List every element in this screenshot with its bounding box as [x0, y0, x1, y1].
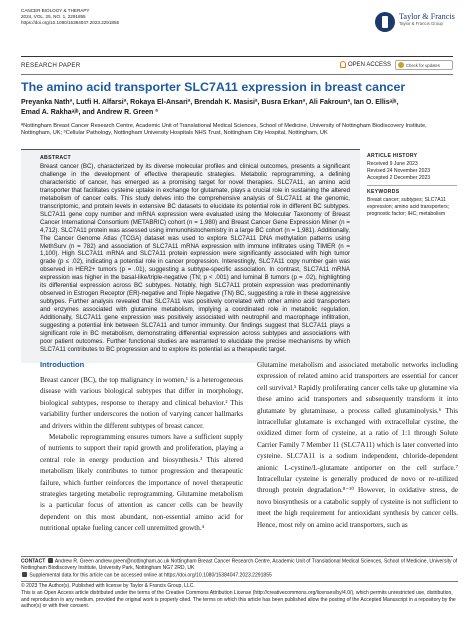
article-sidebar: [367, 153, 457, 218]
journal-info: [21, 8, 119, 27]
body-column-left: [40, 375, 243, 535]
intro-paragraph-3: Glutamine metabolism and associated metabolic networks including expression of related amino acid transporters are essential for cancer cell survival.⁵ Rapidly proliferating cancer cells take up glutamine via these amino acid transporters and subsequently transform it into glutamate by glutaminase, a process called glutaminolysis.⁶ This intracellular glutamate is exchanged with extracellular cystine, the oxidized dimer form of cysteine, at a ratio of 1:1 through Solute Carrier Family 7 Member 11 (SLC7A11) which is later converted into cysteine. SLC7A11 is a sodium independent, chloride-dependent anionic L-cystine/L-glutamate antiporter on the cell surface.⁷ Intracellular cysteine is generally produced de novo or re-utilized through protein degradation.⁸⁻¹⁰ However, in oxidative stress, de novo biosynthesis or a catabolic supply of cysteine is not sufficient to meet the high requirement for antioxidant synthesis by cancer cells. Hence, most rely on amino acid transporters, such as: [257, 361, 458, 529]
open-lock-icon: [340, 61, 346, 68]
journal-volume: 2024, VOL. 25, NO. 1, 2291855: [21, 14, 86, 20]
journal-name: CANCER BIOLOGY & THERAPY: [21, 8, 90, 13]
history-accepted: Accepted 2 December 2023: [367, 174, 431, 181]
email-icon: [48, 558, 53, 563]
authors-line-1[interactable]: Preyanka Nathª, Lutfi H. Alfarsiª, Rokaya El-Ansariª, Brendah K. Masisiª, Busra Erkanª, Ali Fakrounª, Ian O. Ellisᵃʲᵇ,: [21, 99, 399, 106]
supplemental-icon: [22, 572, 27, 577]
copyright-note: © 2023 The Author(s). Published with license by Taylor & Francis Group, LLC.: [21, 583, 195, 589]
contact-text[interactable]: Andrew R. Green andrew.green@nottingham.ac.uk Nottingham Breast Cancer Research Centre, Academic Unit of Translational Medical Sciences, School of Medicine, University of Nottingham Biodiscovery Institute, University Park, Nottingham NG7 2RD, UK: [21, 558, 458, 572]
article-title: The amino acid transporter SLC7A11 expression in breast cancer: [21, 80, 406, 94]
publisher-sub: Taylor & Francis Group: [399, 21, 443, 26]
copyright-rule: [21, 581, 458, 582]
supplemental-note: [21, 572, 458, 579]
open-access-label: OPEN ACCESS: [348, 61, 392, 68]
affiliations: ªNottingham Breast Cancer Research Centre, Academic Unit of Translational Medical Sciences, School of Medicine, University of Nottingham Biodiscovery Institute, Nottingham, UK; ᵇCellular Pathology, Nottingham University Hospitals NHS Trust, Nottingham City Hospital, Nottingham, UK: [21, 123, 427, 137]
history-received: Received 9 June 2023: [367, 160, 418, 167]
header-rule: [21, 56, 453, 57]
license-note: This is an Open Access article distributed under the terms of the Creative Commons Attribution License (http://creativecommons.org/licenses/by/4.0/), which permits unrestricted use, distribution, and reproduction in any medium, provided the original work is properly cited. The terms on which this article has been published allow the posting of the Accepted Manuscript in a repository by the author(s) or with their consent.: [21, 590, 456, 610]
footer-rule: [21, 556, 453, 557]
abstract-heading: ABSTRACT: [40, 155, 71, 161]
history-revised: Revised 24 November 2023: [367, 167, 431, 174]
header-subrule: [21, 74, 453, 75]
contact-note: [21, 558, 458, 572]
body-column-right: [257, 360, 458, 531]
check-updates-label: Check for updates: [406, 62, 440, 68]
introduction-heading: Introduction: [40, 360, 85, 369]
abstract-text: Breast cancer (BC), characterized by its diverse molecular profiles and clinical outcomes, presents a significant challenge in the development of effective therapeutic strategies. Metabolic reprogramming, a defining characteristic of cancer, has emerged as a promising target for novel therapies. SLC7A11, an amino acid transporter that facilitates cysteine uptake in exchange for glutamate, plays a crucial role in sustaining the altered metabolism of cancer cells. This study delves into the comprehensive analysis of SLC7A11 at the genomic, transcriptomic, and protein levels in extensive BC datasets to elucidate its potential role in different BC subtypes. SLC7A11 gene copy number and mRNA expression were evaluated using the Molecular Taxonomy of Breast Cancer International Consortium (METABRIC) cohort (n = 1,980) and Breast Cancer Gene Expression Miner (n = 4,712). SLC7A11 protein was assessed using immunohistochemistry in a large BC cohort (n = 1,981). Additionally, The Cancer Genome Atlas (TCGA) dataset was used to explore SLC7A11 DNA methylation patterns using MethSurv (n = 782) and association of SLC7A11 mRNA expression with immune infiltrates using TIMER (n = 1,100). High SLC7A11 mRNA and SLC7A11 protein expression were significantly associated with high tumor grade (p ≤ .02), indicating a potential role in cancer progression. Interestingly, SLC7A11 copy number gain was observed in HER2+ tumors (p = .01), suggesting a subtype-specific association. In contrast, SLC7A11 mRNA expression was higher in the basal-like/triple-negative (TN; p < .001) and luminal B tumors (p = .02), highlighting its differential expression across BC subtypes. Notably, high SLC7A11 protein expression was predominantly observed in Estrogen Receptor (ER)-negative and Triple Negative (TN) BC, suggesting a role in these aggressive subtypes. Further analysis revealed that SLC7A11 was positively correlated with other amino acid transporters and enzymes associated with glutamine metabolism, implying a coordinated role in metabolic regulation. Additionally, SLC7A11 gene expression was positively associated with neutrophil and macrophage infiltration, suggesting a potential link between SLC7A11 and tumor immunity. Our findings suggest that SLC7A11 plays a significant role in BC metabolism, demonstrating differential expression across subtypes and associations with poor patient outcomes. Further functional studies are warranted to elucidate the precise mechanisms by which SLC7A11 contributes to BC progression and to explore its potential as a therapeutic target.: [40, 163, 350, 353]
sidebar-divider: [367, 185, 457, 186]
keywords-heading: KEYWORDS: [367, 189, 400, 196]
journal-doi[interactable]: https://doi.org/10.1080/15384047.2023.2291855: [21, 20, 120, 26]
publisher-name: Taylor & Francis: [399, 12, 455, 21]
intro-paragraph-2: Metabolic reprogramming ensures tumors have a sufficient supply of nutrients to support their rapid growth and proliferation, playing a central role in energy production and biosynthesis.³ This altered metabolism likely contributes to tumor progression and therapeutic failure, which further reinforces the importance of novel therapeutic strategies targeting metabolic reprogramming. Glutamine metabolism is a particular focus of attention as cancer cells can be heavily dependent on this most abundant, non-essential amino acid for nutritional uptake fueling cancer cell unremitted growth.⁴: [40, 433, 243, 533]
check-updates-button[interactable]: [395, 60, 453, 70]
author-list: [21, 98, 456, 119]
authors-line-2[interactable]: Emad A. Rakhaᵃʲᵇ, and Andrew R. Green ª: [21, 109, 158, 117]
intro-paragraph-1: Breast cancer (BC), the top malignancy in women,¹ is a heterogeneous disease with various biological subtypes that differ in morphology, biological subtypes, response to therapy and clinical behavior.² This variability further underscores the notion of varying cancer hallmarks and drivers within the different subtypes of breast cancer.: [40, 376, 243, 430]
paper-type: RESEARCH PAPER: [21, 62, 81, 69]
history-heading: ARTICLE HISTORY: [367, 153, 418, 159]
open-access-badge: [340, 61, 391, 68]
supplemental-text[interactable]: Supplemental data for this article can be accessed online at https://doi.org/10.1080/15384047.2023.2291855: [29, 572, 272, 579]
publisher-logo-icon: [375, 12, 395, 32]
contact-label: CONTACT: [21, 558, 46, 565]
publisher-logo[interactable]: [375, 12, 455, 32]
keywords-text: Breast cancer; subtypes; SLC7A11 expression; amino acid transporters; prognostic factor; IHC; metabolism: [367, 197, 450, 217]
crossmark-icon: [398, 62, 404, 68]
